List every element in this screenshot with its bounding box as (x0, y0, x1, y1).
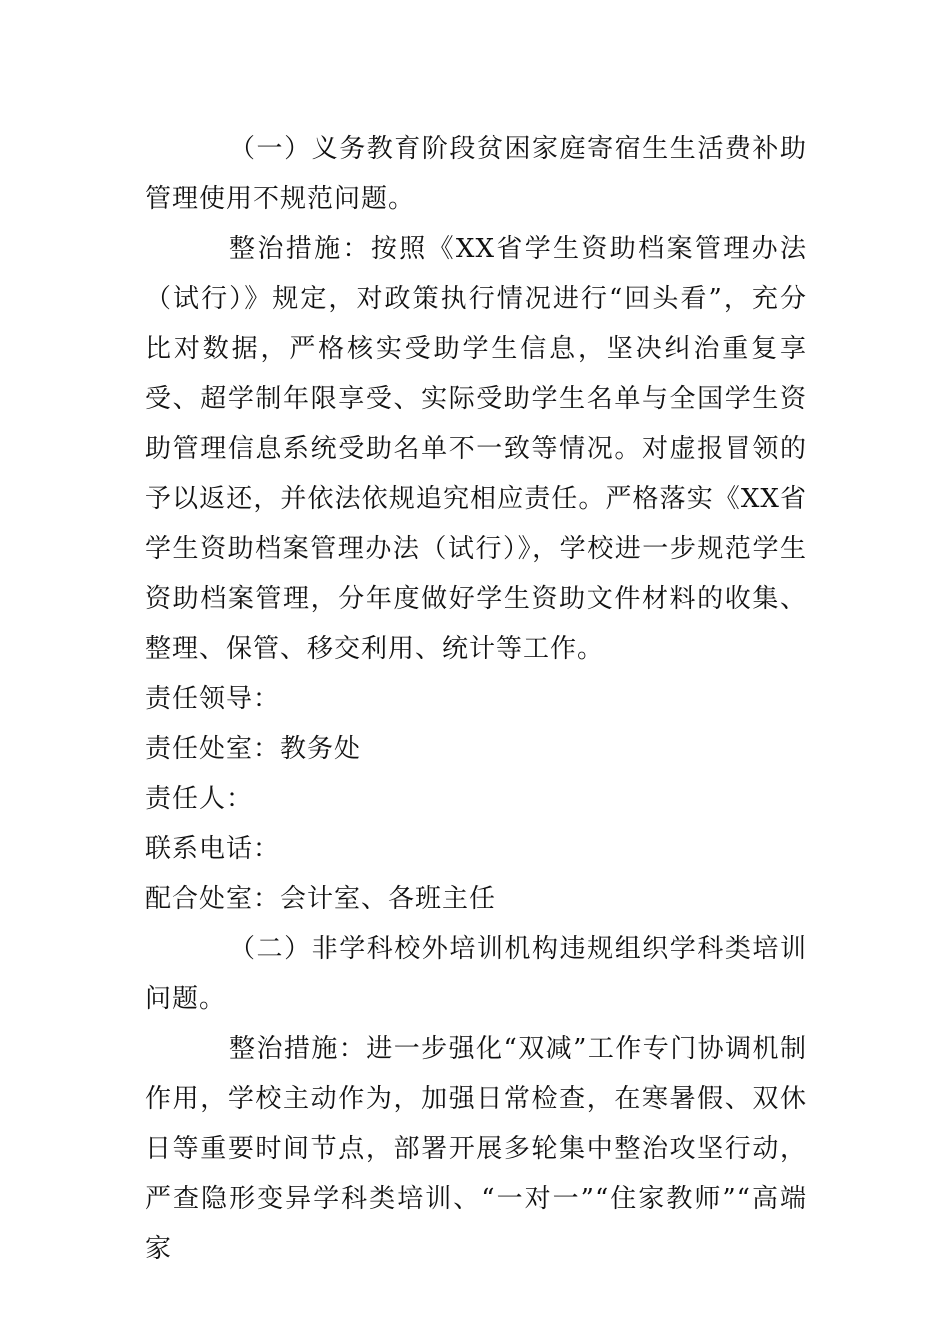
responsible-leader: 责任领导： (145, 684, 281, 714)
section-2-heading: （二）非学科校外培训机构违规组织学科类培训问题。 (145, 934, 807, 1014)
section-1-measures: 整治措施：按照《XX省学生资助档案管理办法（试行）》规定，对政策执行情况进行“回头看”，充分比对数据，严格核实受助学生信息，坚决纠治重复享受、超学制年限享受、实际受助学生名单与全国学生资助管理信息系统受助名单不一致等情况。对虚报冒领的予以返还，并依法依规追究相应责任。严格落实《XX省学生资助档案管理办法（试行）》，学校进一步规范学生资助档案管理，分年度做好学生资助文件材料的收集、整理、保管、移交利用、统计等工作。 (145, 234, 807, 664)
responsible-person: 责任人： (145, 784, 254, 814)
contact-phone: 联系电话： (145, 834, 281, 864)
cooperating-office: 配合处室：会计室、各班主任 (145, 884, 497, 914)
section-2-measures: 整治措施：进一步强化“双减”工作专门协调机制作用，学校主动作为，加强日常检查，在寒暑假、双休日等重要时间节点，部署开展多轮集中整治攻坚行动，严查隐形变异学科类培训、“一对一”“住家教师”“高端家 (145, 1034, 807, 1264)
section-1-heading: （一）义务教育阶段贫困家庭寄宿生生活费补助管理使用不规范问题。 (145, 134, 807, 214)
document-body (145, 124, 807, 1274)
responsible-office: 责任处室：教务处 (145, 734, 362, 764)
